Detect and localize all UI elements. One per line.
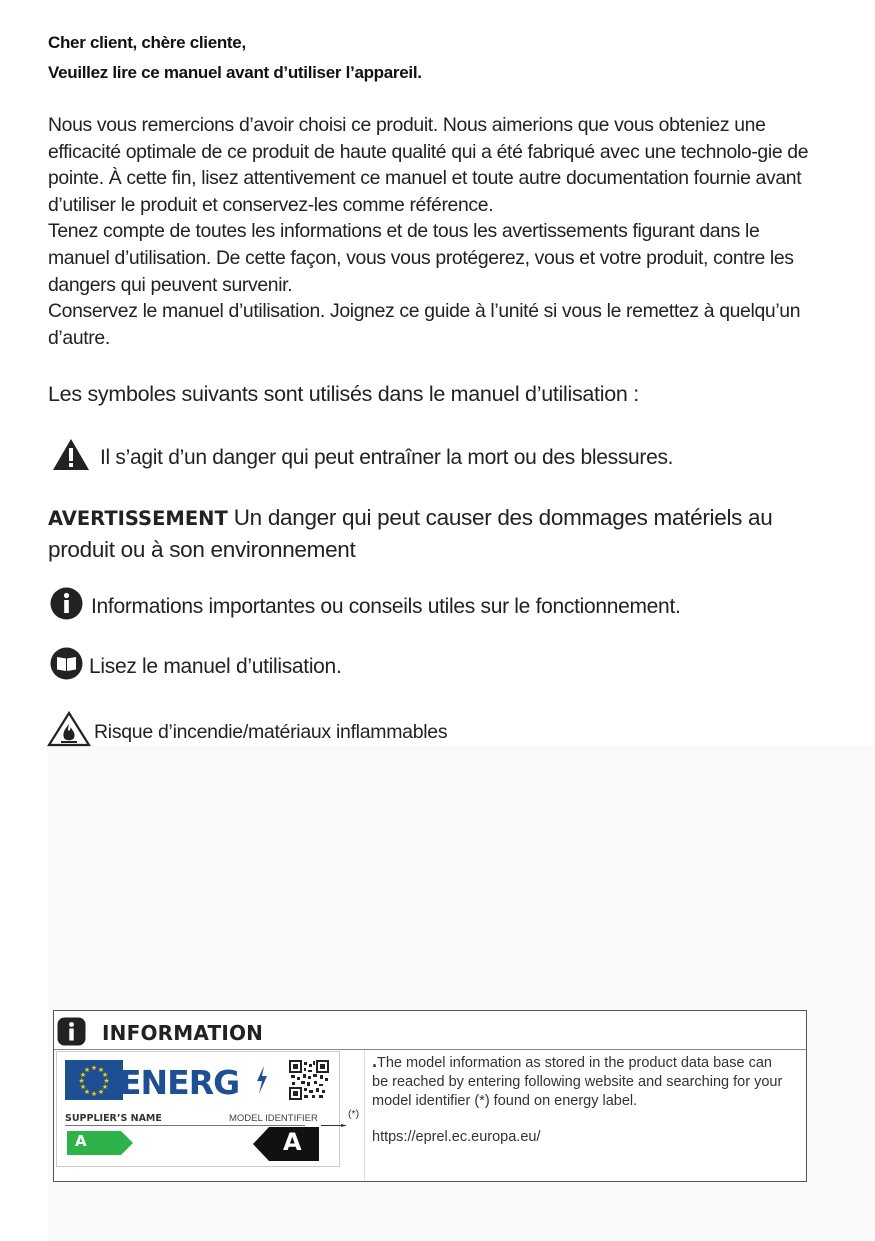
- energy-word: ENERG: [119, 1063, 240, 1102]
- warning-text: Un danger qui peut causer des dommages matériels au produit ou à son environnement: [48, 505, 773, 562]
- svg-text:★: ★: [90, 1064, 98, 1072]
- fire-hazard-icon: [47, 711, 91, 753]
- intro-paragraph-2: Tenez compte de toutes les informations et de tous les avertissements figurant dans le manuel d’utilisation. De cette façon, vous vous protégerez, vous et votre produit, contre les dangers qui peuvent survenir.: [48, 220, 794, 296]
- qr-code-icon: [289, 1060, 329, 1100]
- svg-text:★: ★: [78, 1077, 85, 1085]
- eprel-url[interactable]: https://eprel.ec.europa.eu/: [372, 1129, 541, 1145]
- information-lead-dot: .: [372, 1051, 378, 1071]
- svg-text:★: ★: [83, 1066, 91, 1074]
- efficiency-class-right: A: [283, 1128, 302, 1156]
- symbols-heading: Les symboles suivants sont utilisés dans le manuel d’utilisation :: [48, 382, 639, 406]
- information-title: INFORMATION: [102, 1021, 264, 1045]
- warning-definition: [48, 502, 828, 565]
- svg-text:★: ★: [79, 1071, 87, 1079]
- information-box: [53, 1010, 807, 1182]
- danger-text: Il s’agit d’un danger qui peut entraîner la mort ou des blessures.: [100, 445, 674, 469]
- warning-keyword: AVERTISSEMENT: [48, 507, 228, 530]
- info-row: [50, 587, 681, 626]
- warning-triangle-icon: [52, 438, 90, 477]
- svg-text:★: ★: [103, 1077, 110, 1085]
- eu-flag-icon: [65, 1060, 123, 1100]
- info-text: Informations importantes ou conseils utiles sur le fonctionnement.: [91, 594, 681, 618]
- fire-row: [47, 711, 447, 753]
- intro-paragraph-3: Conservez le manuel d’utilisation. Joignez ce guide à l’unité si vous le remettez à quelqu’un d’autre.: [48, 300, 801, 349]
- intro-paragraph-1: Nous vous remercions d’avoir choisi ce produit. Nous aimerions que vous obteniez une efficacité optimale de ce produit de haute qualité qui a été fabriqué avec une technolo-gie de pointe. À cette fin, lisez attentivement ce manuel et toute autre documentation fournie avant d’utiliser le produit et conservez-les comme référence.: [48, 114, 809, 216]
- energy-label: [56, 1051, 360, 1167]
- intro-text: [48, 112, 818, 351]
- lightning-icon: [255, 1065, 269, 1095]
- danger-row: [52, 438, 673, 477]
- model-asterisk: (*): [348, 1108, 360, 1120]
- svg-text:★: ★: [97, 1088, 105, 1096]
- supplier-name: SUPPLIER’S NAME: [65, 1113, 162, 1124]
- info-divider: [364, 1050, 365, 1181]
- information-text: [372, 1052, 792, 1111]
- manual-row: [50, 647, 341, 686]
- book-icon: [50, 647, 83, 686]
- information-header: [54, 1011, 806, 1050]
- information-body: The model information as stored in the product data base can be reached by entering following website and searching for your model identifier (*) found on energy label.: [372, 1055, 783, 1109]
- svg-text:★: ★: [101, 1083, 109, 1091]
- svg-text:★: ★: [90, 1090, 98, 1098]
- info-box-icon: [57, 1017, 86, 1046]
- greeting-line-2: Veuillez lire ce manuel avant d’utiliser l’appareil.: [48, 63, 422, 82]
- svg-text:★: ★: [101, 1071, 109, 1079]
- greeting-line-1: Cher client, chère cliente,: [48, 33, 246, 52]
- info-icon: [50, 587, 83, 626]
- manual-text: Lisez le manuel d’utilisation.: [89, 654, 342, 678]
- efficiency-class-left: A: [75, 1132, 87, 1150]
- model-identifier: MODEL IDENTIFIER: [229, 1113, 318, 1124]
- svg-text:★: ★: [79, 1083, 87, 1091]
- fire-text: Risque d’incendie/matériaux inflammables: [94, 720, 448, 743]
- svg-text:★: ★: [97, 1066, 105, 1074]
- svg-text:★: ★: [83, 1088, 91, 1096]
